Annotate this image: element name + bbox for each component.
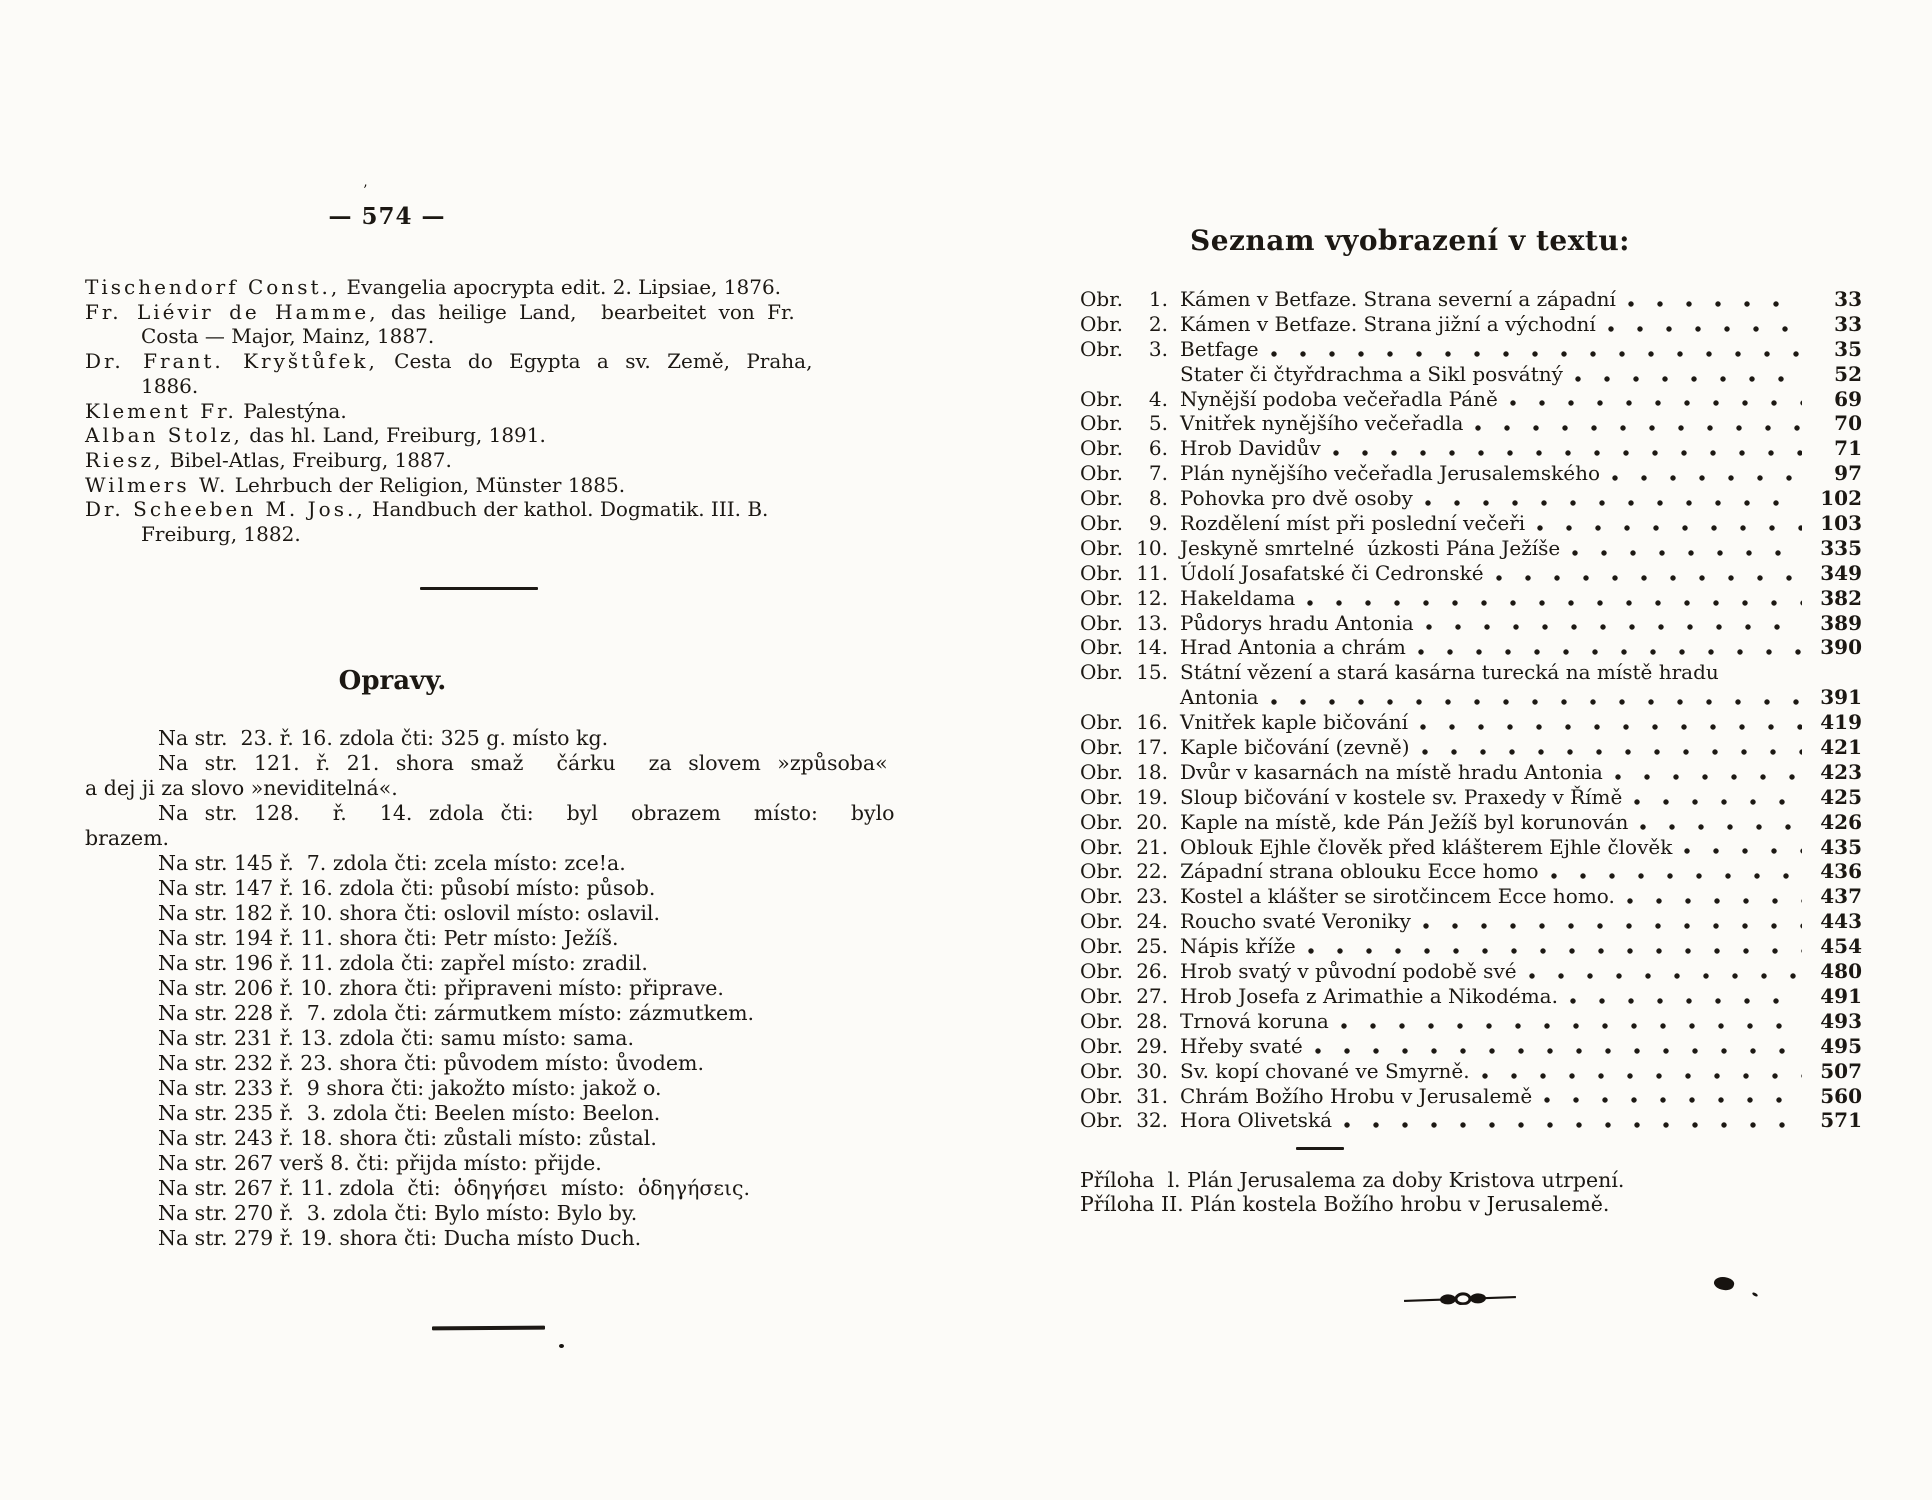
dot-leader bbox=[1309, 1034, 1802, 1059]
entry-text: Costa — Major, Mainz, 1887. bbox=[141, 324, 435, 349]
correction-line: Na str. 232 ř. 23. shora čti: původem místo: ůvodem. bbox=[158, 1051, 704, 1075]
dot-leader bbox=[1414, 710, 1802, 735]
page-ref: 391 bbox=[1820, 685, 1862, 710]
figure-number: 25. bbox=[1136, 934, 1168, 959]
illustration-row bbox=[1080, 1108, 1862, 1133]
illustration-row bbox=[1080, 561, 1862, 586]
illustration-row bbox=[1080, 312, 1862, 337]
figure-title: Hrob svatý v původní podobě své bbox=[1180, 959, 1517, 984]
figure-number: 10. bbox=[1136, 535, 1168, 560]
author-name: Dr. Frant. Kryštůfek, bbox=[85, 349, 378, 374]
obr-label: Obr. bbox=[1080, 735, 1123, 760]
figure-title: Roucho svaté Veroniky bbox=[1180, 909, 1411, 934]
dot-leader bbox=[1476, 1059, 1802, 1084]
figure-title: Západní strana oblouku Ecce homo bbox=[1180, 859, 1539, 884]
dot-leader bbox=[1606, 461, 1802, 486]
author-name: Alban Stolz, bbox=[85, 423, 243, 448]
illustration-row bbox=[1080, 486, 1862, 511]
figure-title: Jeskyně smrtelné úzkosti Pána Ježíše bbox=[1180, 535, 1561, 560]
figure-title: Kámen v Betfaze. Strana severní a západní bbox=[1180, 287, 1616, 311]
page-ref: 389 bbox=[1820, 610, 1862, 635]
figure-number: 11. bbox=[1136, 560, 1168, 585]
corrections-list bbox=[85, 726, 945, 1251]
author-name: Tischendorf Const., bbox=[85, 275, 341, 299]
dot-leader bbox=[1302, 934, 1802, 959]
figure-number: 22. bbox=[1136, 859, 1168, 884]
dot-leader bbox=[1338, 1108, 1802, 1133]
illustration-row bbox=[1080, 1059, 1862, 1084]
dot-leader bbox=[1265, 685, 1802, 710]
illustration-row bbox=[1080, 1034, 1862, 1059]
illustration-row bbox=[1080, 461, 1862, 486]
correction-line: Na str. 279 ř. 19. shora čti: Ducha místo Duch. bbox=[158, 1226, 642, 1250]
figure-number: 29. bbox=[1136, 1033, 1168, 1058]
bibliography-entry bbox=[85, 374, 945, 399]
figure-number: 32. bbox=[1136, 1108, 1168, 1133]
figure-title: Betfage bbox=[1180, 336, 1259, 361]
obr-label: Obr. bbox=[1080, 436, 1123, 461]
figure-title: Půdorys hradu Antonia bbox=[1180, 610, 1414, 635]
priloha-line: Příloha II. Plán kostela Božího hrobu v Jerusalemě. bbox=[1080, 1192, 1610, 1216]
correction-line: Na str. 243 ř. 18. shora čti: zůstali místo: zůstal. bbox=[158, 1126, 657, 1150]
figure-number: 5. bbox=[1148, 411, 1168, 436]
page-ref: 382 bbox=[1820, 585, 1862, 610]
page-ref: 571 bbox=[1820, 1108, 1862, 1133]
correction-line: Na str. 194 ř. 11. shora čti: Petr místo: Ježíš. bbox=[158, 926, 619, 950]
page-ref: 437 bbox=[1820, 884, 1862, 909]
obr-label: Obr. bbox=[1080, 287, 1123, 311]
page-ref: 560 bbox=[1820, 1083, 1862, 1108]
appendix-list bbox=[1080, 1168, 1900, 1216]
illustration-row bbox=[1080, 387, 1862, 412]
figure-title: Sv. kopí chované ve Smyrně. bbox=[1180, 1058, 1470, 1083]
bibliography-entry bbox=[85, 473, 945, 498]
obr-label bbox=[1080, 362, 1132, 387]
page-ref: 71 bbox=[1834, 436, 1862, 461]
obr-label: Obr. bbox=[1080, 710, 1123, 735]
page-ref: 436 bbox=[1820, 859, 1862, 884]
dot-leader bbox=[1417, 909, 1802, 934]
page-ref: 69 bbox=[1834, 386, 1862, 411]
figure-number: 23. bbox=[1136, 884, 1168, 909]
page-ref: 493 bbox=[1820, 1008, 1862, 1033]
figure-title: Hřeby svaté bbox=[1180, 1033, 1303, 1058]
bibliography-entry bbox=[85, 275, 945, 300]
figure-title: Nápis kříže bbox=[1180, 934, 1296, 959]
dot-leader bbox=[1490, 561, 1802, 586]
figure-title: Plán nynějšího večeřadla Jerusalemského bbox=[1180, 461, 1601, 486]
correction-line: Na str. 23. ř. 16. zdola čti: 325 g. místo kg. bbox=[158, 726, 609, 750]
figure-number: 2. bbox=[1148, 311, 1168, 336]
correction-line: Na str. 182 ř. 10. shora čti: oslovil místo: oslavil. bbox=[158, 901, 660, 925]
ink-speck-small bbox=[1752, 1292, 1759, 1298]
page-number-574: — 574 — bbox=[328, 203, 446, 230]
obr-label: Obr. bbox=[1080, 859, 1123, 884]
page-ref: 349 bbox=[1820, 560, 1862, 585]
dot-leader bbox=[1419, 486, 1802, 511]
obr-label: Obr. bbox=[1080, 311, 1123, 336]
correction-line: a dej ji za slovo »neviditelná«. bbox=[85, 776, 398, 800]
page-ref: 103 bbox=[1820, 511, 1862, 536]
illustration-row bbox=[1080, 984, 1862, 1009]
bibliography-entry bbox=[85, 300, 945, 325]
illustration-row bbox=[1080, 536, 1862, 561]
ink-blob bbox=[1713, 1275, 1736, 1293]
illustration-row bbox=[1080, 611, 1862, 636]
figure-title: Nynější podoba večeřadla Páně bbox=[1180, 386, 1498, 411]
correction-line: Na str. 128. ř. 14. zdola čti: byl obrazem místo: bylo bbox=[158, 801, 895, 825]
list-end-rule bbox=[1296, 1147, 1344, 1150]
obr-label: Obr. bbox=[1080, 884, 1123, 909]
ink-speck: ’ bbox=[363, 183, 368, 199]
obr-label: Obr. bbox=[1080, 560, 1123, 585]
obr-label: Obr. bbox=[1080, 809, 1123, 834]
figure-title: Trnová koruna bbox=[1180, 1008, 1329, 1033]
author-name: Klement Fr. bbox=[85, 398, 237, 423]
obr-label: Obr. bbox=[1080, 784, 1123, 809]
bibliography-entry bbox=[85, 522, 945, 547]
figure-number: 17. bbox=[1136, 735, 1168, 760]
obr-label: Obr. bbox=[1080, 909, 1123, 934]
illustration-row bbox=[1080, 337, 1862, 362]
page-ref: 33 bbox=[1834, 287, 1862, 311]
illustration-row bbox=[1080, 436, 1862, 461]
author-name: Wilmers W. bbox=[85, 472, 229, 497]
obr-label: Obr. bbox=[1080, 486, 1123, 511]
obr-label: Obr. bbox=[1080, 411, 1123, 436]
obr-label: Obr. bbox=[1080, 610, 1123, 635]
dot-leader bbox=[1327, 436, 1802, 461]
page-ref: 52 bbox=[1834, 361, 1862, 386]
figure-title: Pohovka pro dvě osoby bbox=[1180, 486, 1413, 511]
figure-title: Kaple na místě, kde Pán Ježíš byl korunován bbox=[1180, 809, 1629, 834]
dot-leader bbox=[1725, 660, 1802, 685]
corrections-heading: Opravy. bbox=[338, 666, 447, 696]
correction-line: Na str. 267 ř. 11. zdola čti: ὁδηγήσει místo: ὁδηγήσεις. bbox=[158, 1176, 751, 1200]
obr-label: Obr. bbox=[1080, 1058, 1123, 1083]
figure-title: Hrob Josefa z Arimathie a Nikodéma. bbox=[1180, 983, 1558, 1008]
entry-text: 1886. bbox=[141, 373, 199, 398]
correction-line: Na str. 121. ř. 21. shora smaž čárku za slovem »způsoba« bbox=[158, 751, 888, 775]
figure-number: 24. bbox=[1136, 909, 1168, 934]
correction-line: Na str. 267 verš 8. čti: přijda místo: přijde. bbox=[158, 1151, 602, 1175]
illustration-row bbox=[1080, 760, 1862, 785]
figure-title: Hora Olivetská bbox=[1180, 1108, 1332, 1133]
figure-number: 4. bbox=[1148, 386, 1168, 411]
figure-title: Dvůr v kasarnách na místě hradu Antonia bbox=[1180, 759, 1603, 784]
bibliography-entry bbox=[85, 399, 945, 424]
obr-label: Obr. bbox=[1080, 934, 1123, 959]
obr-label: Obr. bbox=[1080, 1033, 1123, 1058]
page-ref: 480 bbox=[1820, 959, 1862, 984]
page-ref: 454 bbox=[1820, 934, 1862, 959]
bibliography-entry bbox=[85, 423, 945, 448]
page-ref: 435 bbox=[1820, 834, 1862, 859]
page-ref bbox=[1812, 660, 1862, 685]
illustration-row bbox=[1080, 735, 1862, 760]
figure-number: 19. bbox=[1136, 784, 1168, 809]
dot-leader bbox=[1412, 635, 1802, 660]
correction-line: Na str. 147 ř. 16. zdola čti: působí místo: působ. bbox=[158, 876, 656, 900]
figure-title: Státní vězení a stará kasárna turecká na místě hradu bbox=[1180, 660, 1719, 685]
illustrations-heading: Seznam vyobrazení v textu: bbox=[1189, 224, 1631, 257]
illustration-row bbox=[1080, 362, 1862, 387]
illustration-row bbox=[1080, 710, 1862, 735]
obr-label bbox=[1080, 685, 1132, 710]
dot-leader bbox=[1265, 337, 1802, 362]
correction-line: brazem. bbox=[85, 826, 170, 850]
obr-label: Obr. bbox=[1080, 660, 1123, 685]
figure-number: 20. bbox=[1136, 809, 1168, 834]
figure-number: 18. bbox=[1136, 759, 1168, 784]
figure-number: 28. bbox=[1136, 1008, 1168, 1033]
obr-label: Obr. bbox=[1080, 959, 1123, 984]
obr-label: Obr. bbox=[1080, 511, 1123, 536]
figure-title: Údolí Josafatské či Cedronské bbox=[1180, 560, 1484, 585]
figure-title: Kámen v Betfaze. Strana jižní a východní bbox=[1180, 311, 1596, 336]
illustration-row bbox=[1080, 660, 1862, 685]
dot-leader bbox=[1602, 312, 1802, 337]
figure-number bbox=[1132, 362, 1168, 387]
dot-leader bbox=[1531, 511, 1802, 536]
illustration-row bbox=[1080, 1084, 1862, 1109]
figure-number: 3. bbox=[1148, 336, 1168, 361]
dot-leader bbox=[1523, 959, 1802, 984]
page-ref: 102 bbox=[1820, 486, 1862, 511]
dot-leader bbox=[1564, 984, 1802, 1009]
bibliography-entry bbox=[85, 349, 945, 374]
obr-label: Obr. bbox=[1080, 585, 1123, 610]
figure-number: 6. bbox=[1148, 436, 1168, 461]
page-ref: 491 bbox=[1820, 983, 1862, 1008]
page-ref: 419 bbox=[1820, 710, 1862, 735]
tail-ornament bbox=[1404, 1288, 1517, 1311]
dot-leader bbox=[1545, 859, 1802, 884]
dot-leader bbox=[1469, 411, 1802, 436]
figure-title: Chrám Božího Hrobu v Jerusalemě bbox=[1180, 1083, 1533, 1108]
figure-number: 31. bbox=[1136, 1083, 1168, 1108]
dot-leader bbox=[1301, 586, 1802, 611]
figure-title: Hrad Antonia a chrám bbox=[1180, 635, 1406, 660]
author-name: Fr. Liévir de Hamme, bbox=[85, 299, 379, 324]
figure-title: Sloup bičování v kostele sv. Praxedy v Římě bbox=[1180, 784, 1623, 809]
dot-leader bbox=[1504, 387, 1802, 412]
author-name: Riesz, bbox=[85, 447, 164, 472]
page-ref: 35 bbox=[1834, 336, 1862, 361]
dot-leader bbox=[1538, 1084, 1802, 1109]
correction-line: Na str. 231 ř. 13. zdola čti: samu místo: sama. bbox=[158, 1026, 634, 1050]
footer-rule bbox=[432, 1326, 545, 1330]
dot-leader bbox=[1416, 735, 1802, 760]
illustration-row bbox=[1080, 909, 1862, 934]
page-ref: 495 bbox=[1820, 1033, 1862, 1058]
figure-title: Vnitřek kaple bičování bbox=[1180, 710, 1409, 735]
bibliography-entry bbox=[85, 324, 945, 349]
figure-title: Hrob Davidův bbox=[1180, 436, 1321, 461]
figure-title: Antonia bbox=[1180, 685, 1259, 710]
bibliography-entry bbox=[85, 497, 945, 522]
dot-leader bbox=[1621, 884, 1802, 909]
dot-leader bbox=[1622, 287, 1802, 312]
entry-text: Palestýna. bbox=[236, 398, 347, 423]
correction-line: Na str. 235 ř. 3. zdola čti: Beelen místo: Beelon. bbox=[158, 1101, 661, 1125]
page-ref: 423 bbox=[1820, 759, 1862, 784]
figure-title: Oblouk Ejhle člověk před klášterem Ejhle člověk bbox=[1180, 834, 1673, 859]
dot-leader bbox=[1678, 835, 1802, 860]
figure-title: Rozdělení míst při poslední večeři bbox=[1180, 511, 1526, 536]
entry-text: Freiburg, 1882. bbox=[141, 522, 301, 547]
priloha-line: Příloha l. Plán Jerusalema za doby Kristova utrpení. bbox=[1080, 1168, 1625, 1192]
illustration-row bbox=[1080, 511, 1862, 536]
entry-text: das hl. Land, Freiburg, 1891. bbox=[242, 423, 546, 448]
illustration-row bbox=[1080, 411, 1862, 436]
illustrations-list bbox=[1080, 287, 1862, 1133]
obr-label: Obr. bbox=[1080, 1083, 1123, 1108]
figure-title: Hakeldama bbox=[1180, 585, 1296, 610]
page-ref: 421 bbox=[1820, 735, 1862, 760]
page-ref: 426 bbox=[1820, 809, 1862, 834]
page-ref: 335 bbox=[1820, 535, 1862, 560]
entry-text: Evangelia apocrypta edit. 2. Lipsiae, 1876. bbox=[340, 275, 782, 299]
figure-title: Vnitřek nynějšího večeřadla bbox=[1180, 411, 1464, 436]
illustration-row bbox=[1080, 287, 1862, 312]
section-divider-rule bbox=[420, 587, 538, 590]
figure-number: 26. bbox=[1136, 959, 1168, 984]
page-ref: 97 bbox=[1834, 461, 1862, 486]
obr-label: Obr. bbox=[1080, 535, 1123, 560]
dot-leader bbox=[1335, 1009, 1802, 1034]
figure-number: 16. bbox=[1136, 710, 1168, 735]
figure-number: 9. bbox=[1148, 511, 1168, 536]
illustration-row bbox=[1080, 635, 1862, 660]
obr-label: Obr. bbox=[1080, 336, 1123, 361]
figure-number: 13. bbox=[1136, 610, 1168, 635]
entry-text: Bibel-Atlas, Freiburg, 1887. bbox=[163, 447, 452, 472]
figure-title: Kaple bičování (zevně) bbox=[1180, 735, 1410, 760]
bibliography-entry bbox=[85, 448, 945, 473]
figure-number: 21. bbox=[1136, 834, 1168, 859]
figure-number: 12. bbox=[1136, 585, 1168, 610]
illustration-row bbox=[1080, 859, 1862, 884]
illustration-row bbox=[1080, 810, 1862, 835]
obr-label: Obr. bbox=[1080, 1108, 1123, 1133]
dot-leader bbox=[1628, 785, 1802, 810]
illustration-row bbox=[1080, 959, 1862, 984]
obr-label: Obr. bbox=[1080, 834, 1123, 859]
dot-leader bbox=[1420, 611, 1802, 636]
dot-leader bbox=[1634, 810, 1802, 835]
obr-label: Obr. bbox=[1080, 635, 1123, 660]
entry-text: Lehrbuch der Religion, Münster 1885. bbox=[228, 472, 626, 497]
figure-number: 8. bbox=[1148, 486, 1168, 511]
illustration-row bbox=[1080, 884, 1862, 909]
ink-dot bbox=[559, 1344, 564, 1348]
illustration-row bbox=[1080, 835, 1862, 860]
page-ref: 425 bbox=[1820, 784, 1862, 809]
correction-line: Na str. 206 ř. 10. zhora čti: připraveni místo: připrave. bbox=[158, 976, 724, 1000]
entry-text: Cesta do Egypta a sv. Země, Praha, bbox=[377, 349, 813, 374]
correction-line: Na str. 145 ř. 7. zdola čti: zcela místo: zce!a. bbox=[158, 851, 626, 875]
illustration-row bbox=[1080, 934, 1862, 959]
correction-line: Na str. 228 ř. 7. zdola čti: zármutkem místo: zázmutkem. bbox=[158, 1001, 755, 1025]
obr-label: Obr. bbox=[1080, 759, 1123, 784]
author-name: Dr. Scheeben M. Jos., bbox=[85, 497, 366, 522]
entry-text: Handbuch der kathol. Dogmatik. III. B. bbox=[365, 497, 769, 522]
page-ref: 507 bbox=[1820, 1058, 1862, 1083]
page-ref: 70 bbox=[1834, 411, 1862, 436]
correction-line: Na str. 270 ř. 3. zdola čti: Bylo místo: Bylo by. bbox=[158, 1201, 638, 1225]
illustration-row bbox=[1080, 685, 1862, 710]
dot-leader bbox=[1566, 536, 1802, 561]
illustration-row bbox=[1080, 586, 1862, 611]
figure-number: 30. bbox=[1136, 1058, 1168, 1083]
figure-number: 15. bbox=[1136, 660, 1168, 685]
correction-line: Na str. 196 ř. 11. zdola čti: zapřel místo: zradil. bbox=[158, 951, 648, 975]
illustration-row bbox=[1080, 785, 1862, 810]
page-ref: 443 bbox=[1820, 909, 1862, 934]
entry-text: das heilige Land, bearbeitet von Fr. bbox=[378, 299, 795, 324]
page-ref: 33 bbox=[1834, 311, 1862, 336]
figure-number bbox=[1132, 685, 1168, 710]
illustration-row bbox=[1080, 1009, 1862, 1034]
page-ref: 390 bbox=[1820, 635, 1862, 660]
correction-line: Na str. 233 ř. 9 shora čti: jakožto místo: jakož o. bbox=[158, 1076, 662, 1100]
bibliography-list bbox=[85, 275, 945, 547]
figure-number: 27. bbox=[1136, 983, 1168, 1008]
figure-number: 7. bbox=[1148, 461, 1168, 486]
figure-number: 14. bbox=[1136, 635, 1168, 660]
obr-label: Obr. bbox=[1080, 386, 1123, 411]
figure-number: 1. bbox=[1148, 287, 1168, 311]
figure-title: Kostel a klášter se sirotčincem Ecce homo. bbox=[1180, 884, 1615, 909]
dot-leader bbox=[1569, 362, 1802, 387]
obr-label: Obr. bbox=[1080, 1008, 1123, 1033]
obr-label: Obr. bbox=[1080, 461, 1123, 486]
tail-ornament-graphic bbox=[1404, 1289, 1516, 1307]
figure-title: Stater či čtyřdrachma a Sikl posvátný bbox=[1180, 361, 1563, 386]
obr-label: Obr. bbox=[1080, 983, 1123, 1008]
dot-leader bbox=[1609, 760, 1802, 785]
